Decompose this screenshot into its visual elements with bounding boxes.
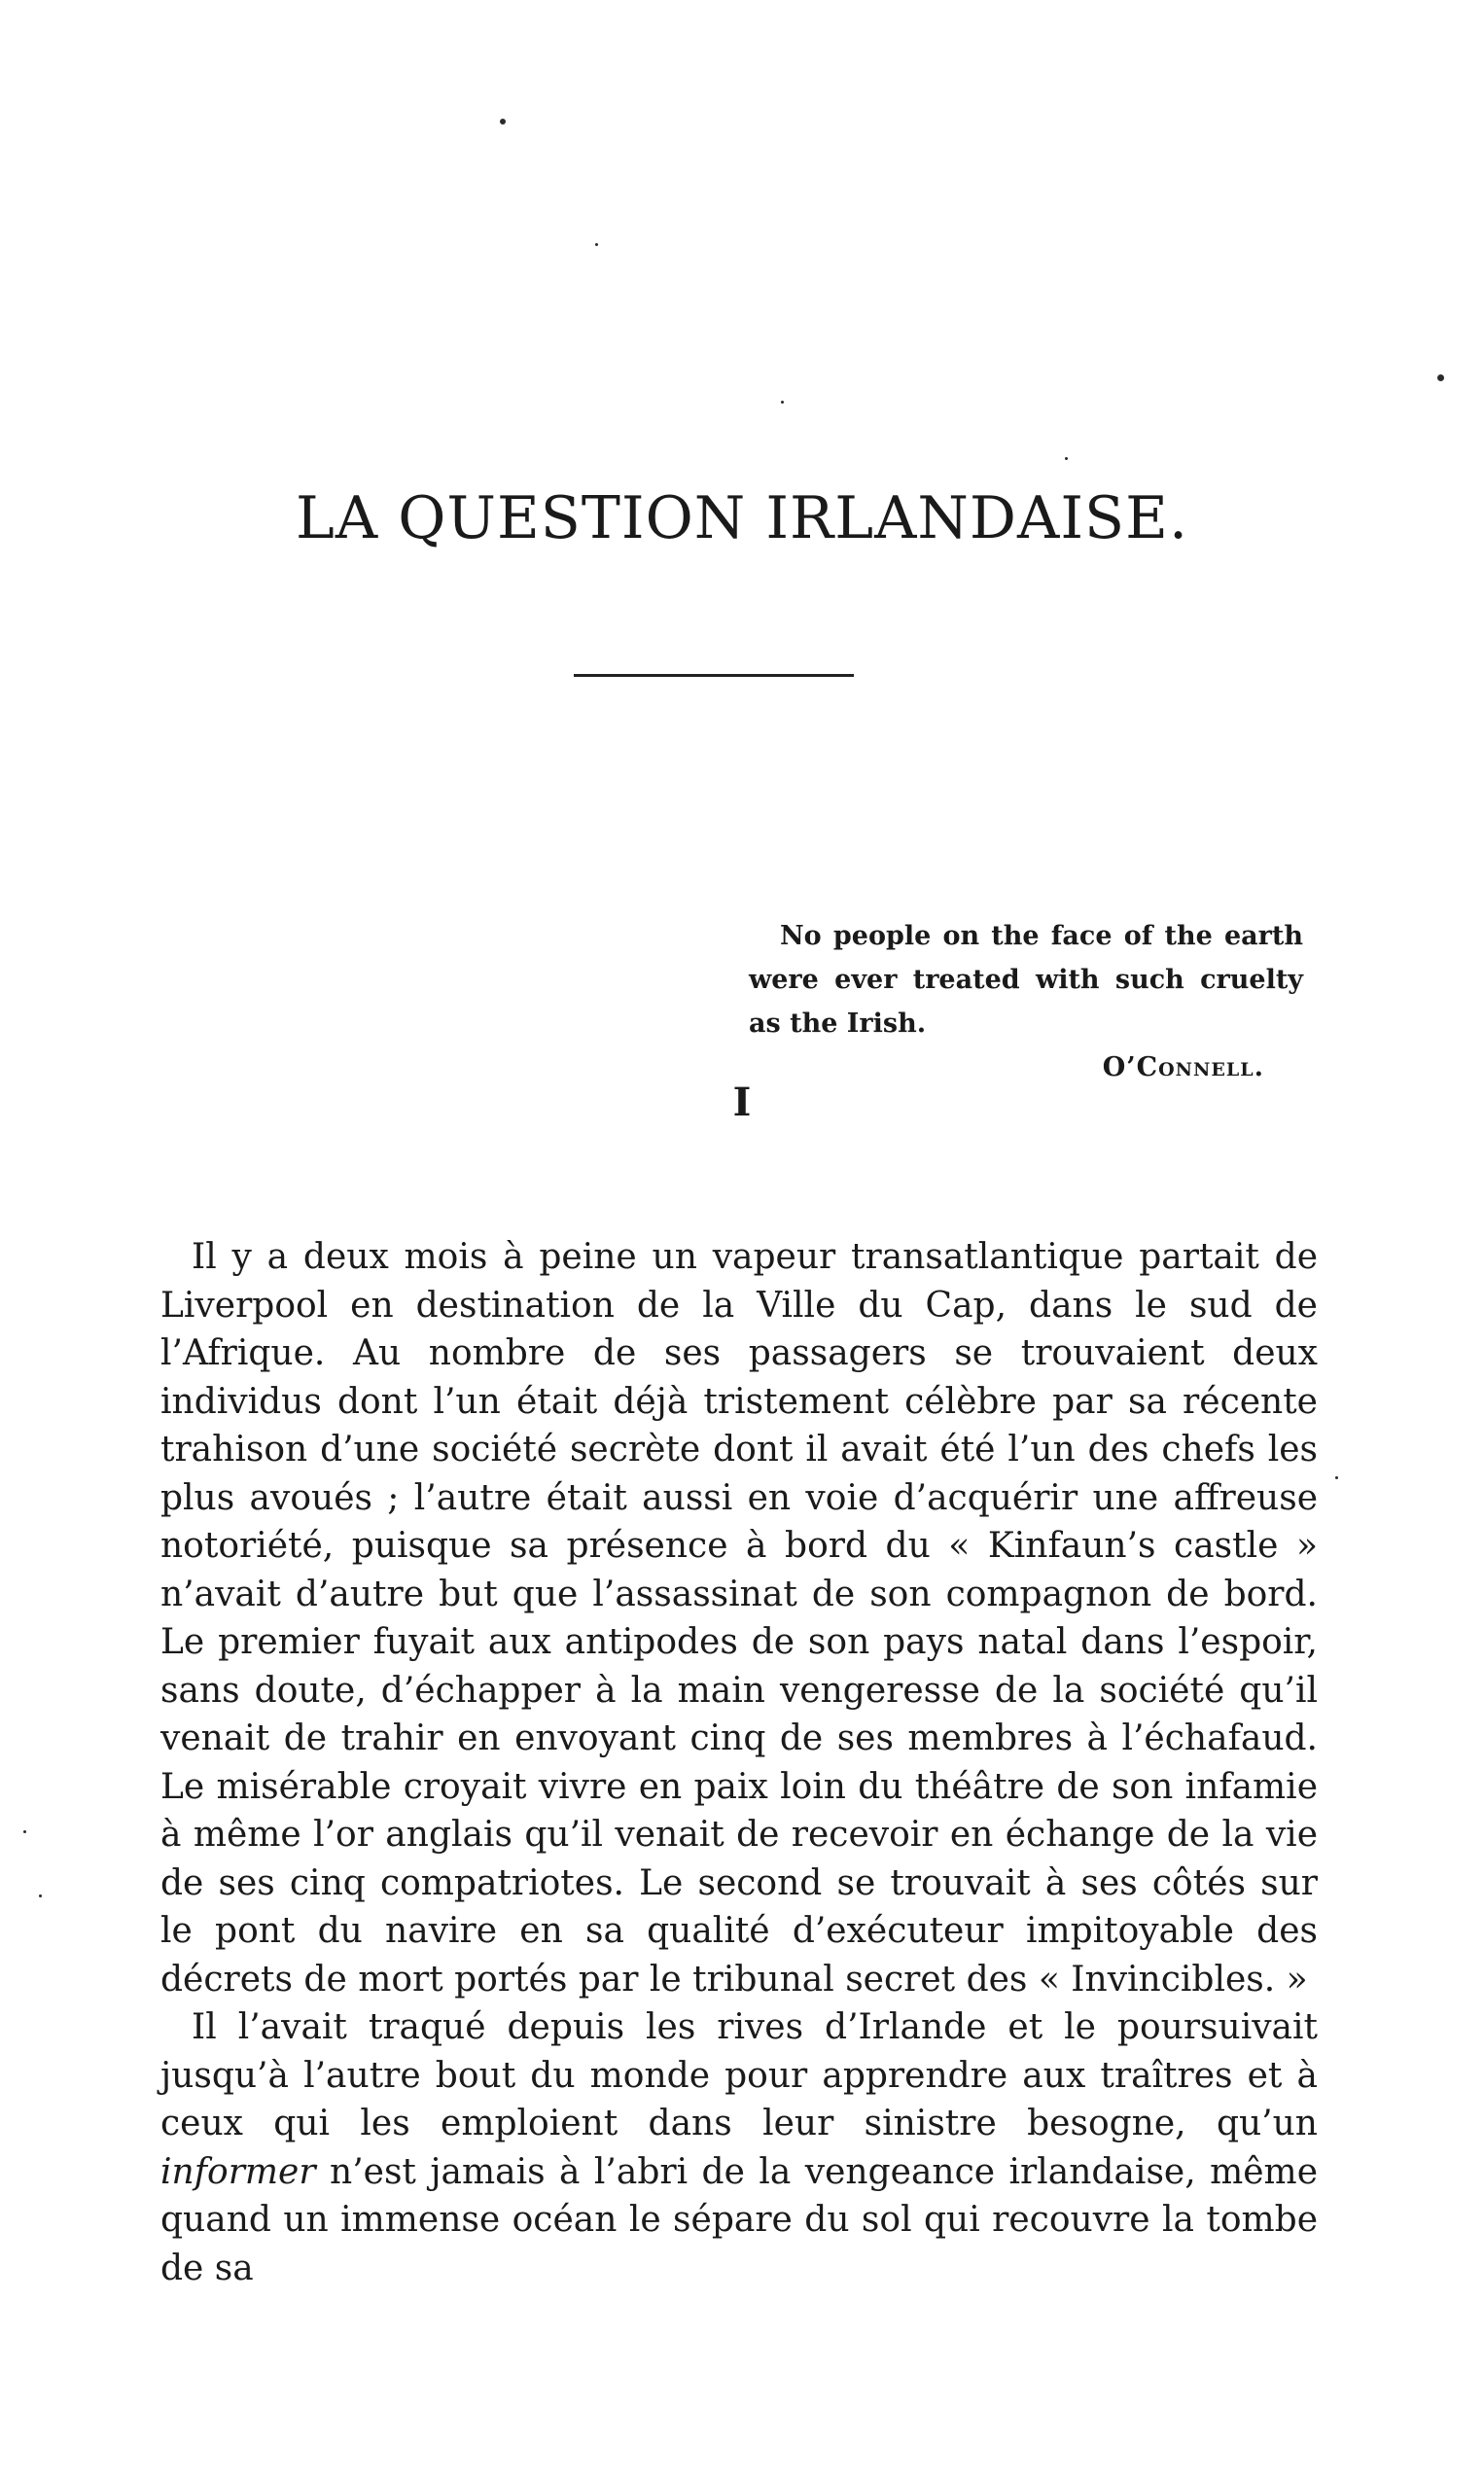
epigraph-quote: No people on the face of the earth were ever treated with such cruelty as the Irish. (749, 921, 1303, 1039)
title-divider (574, 674, 854, 677)
article-title: LA QUESTION IRLANDAISE. (295, 484, 1189, 552)
scan-speck (1437, 374, 1444, 381)
scan-speck (595, 243, 598, 246)
paragraph-text: Il y a deux mois à peine un vapeur transatlantique partait de Liverpool en destination de la Ville du Cap, dans le sud de l’Afrique. Au nombre de ses passagers se trouvaient deux individus dont l’un était déjà tristement célèbre par sa récente trahison d’une société secrète dont il avait été l’un des chefs les plus avoués ; l’autre était aussi en voie d’acquérir une affreuse notoriété, puisque sa présence à bord du « Kinfaun’s castle » n’avait d’autre but que l’assassinat de son compagnon de bord. Le premier fuyait aux antipodes de son pays natal dans l’espoir, sans doute, d’échapper à la main vengeresse de la société qu’il venait de trahir en envoyant cinq de ses membres à l’échafaud. Le misérable croyait vivre en paix loin du théâtre de son infamie à même l’or anglais qu’il venait de recevoir en échange de la vie de ses cinq compatriotes. Le second se trouvait à ses côtés sur le pont du navire en sa qualité d’exécuteur impitoyable des décrets de mort portés par le tribunal secret des « Invincibles. » (160, 1237, 1318, 2000)
epigraph (749, 914, 1303, 1089)
epigraph-author: O’Connell. (1102, 1052, 1264, 1082)
paragraph (160, 1233, 1318, 2003)
scan-speck (1065, 457, 1068, 460)
paragraph (160, 2003, 1318, 2292)
section-number: I (732, 1080, 752, 1125)
scan-speck (39, 1894, 42, 1897)
body-text (160, 1233, 1318, 2292)
scan-speck (1335, 1476, 1338, 1479)
paragraph-text: Il l’avait traqué depuis les rives d’Irlande et le poursuivait jusqu’à l’autre bout du monde pour apprendre aux traîtres et à ceux qui les emploient dans leur sinistre besogne, qu’un (160, 2007, 1318, 2143)
scan-speck (781, 401, 784, 404)
paragraph-text: n’est jamais à l’abri de la vengeance irlandaise, même quand un immense océan le sépare du sol qui recouvre la tombe de sa (160, 2151, 1318, 2288)
scan-speck (500, 119, 506, 124)
scan-speck (23, 1830, 26, 1833)
paragraph-emphasis: informer (160, 2151, 316, 2192)
